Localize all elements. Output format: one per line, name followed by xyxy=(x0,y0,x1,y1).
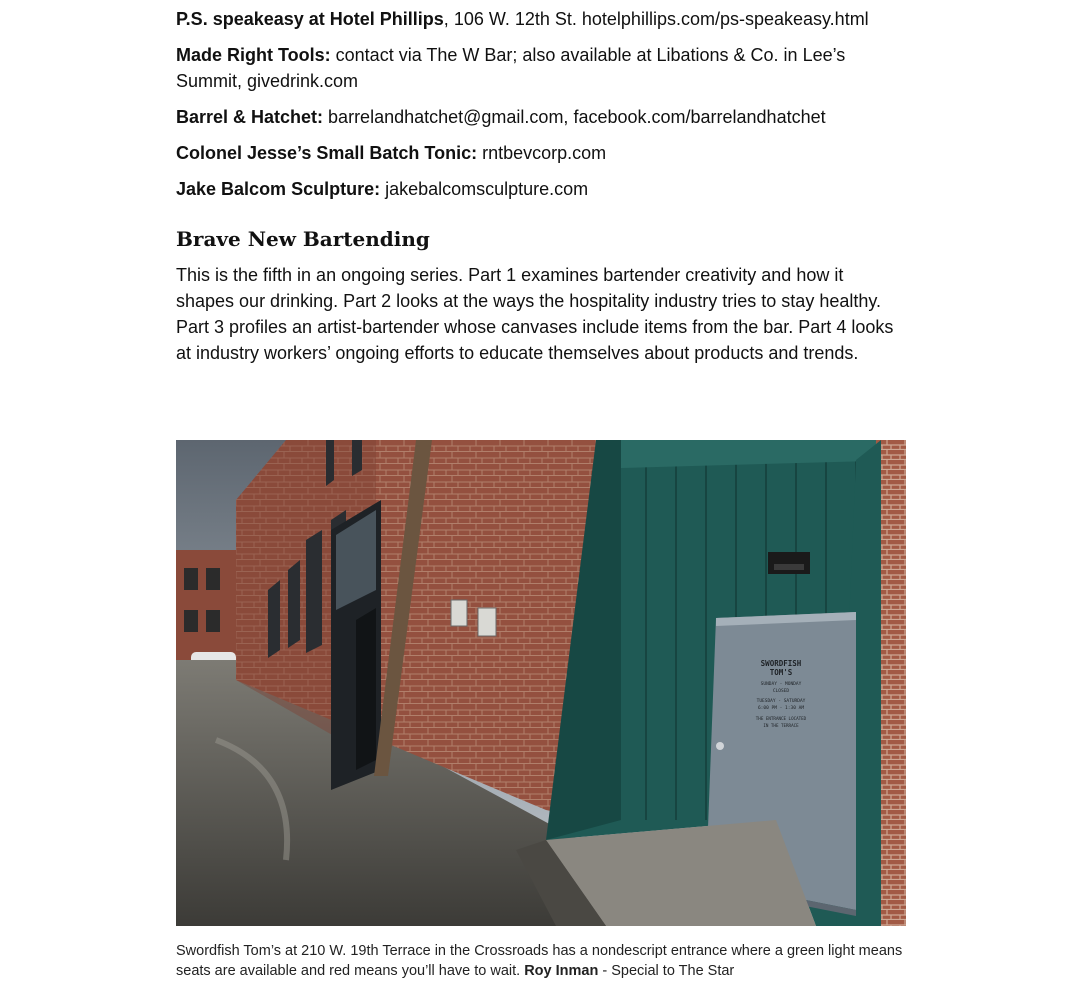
photo-credit: Roy Inman xyxy=(524,963,599,979)
listing-name: P.S. speakeasy at Hotel Phillips xyxy=(176,9,444,29)
listing-jake-balcom xyxy=(176,176,916,202)
listing-detail: rntbevcorp.com xyxy=(477,143,607,163)
photo-illustration xyxy=(176,440,906,926)
door-sign-line: CLOSED xyxy=(772,689,790,694)
listing-detail: barrelandhatchet@gmail.com, facebook.com/barrelandhatchet xyxy=(323,107,826,127)
article-content xyxy=(176,6,916,366)
listing-name: Jake Balcom Sculpture: xyxy=(176,179,381,199)
door-sign-line: SWORDFISH xyxy=(760,659,802,668)
door-sign-line: TUESDAY - SATURDAY xyxy=(756,699,806,704)
article-photo xyxy=(176,440,906,926)
listing-made-right-tools xyxy=(176,42,916,94)
listing-colonel-jesse xyxy=(176,140,916,166)
series-description: This is the fifth in an ongoing series. Part 1 examines bartender creativity and how it shapes our drinking. Part 2 looks at the ways the hospitality industry tries to stay healthy. Part 3 profiles an artist-bartender whose canvases include items from the bar. Part 4 looks at industry workers’ ongoing efforts to educate themselves about products and trends. xyxy=(176,265,894,363)
listing-detail: 106 W. 12th St. hotelphillips.com/ps-speakeasy.html xyxy=(448,9,869,29)
door-sign-line: 6:00 PM - 1:30 AM xyxy=(757,706,805,711)
listing-barrel-hatchet xyxy=(176,104,916,130)
listing-detail: contact via The W Bar; also available at Libations & Co. in Lee’s Summit, givedrink.com xyxy=(176,45,846,91)
listing-name: Barrel & Hatchet: xyxy=(176,107,324,127)
caption-text: Swordfish Tom’s at 210 W. 19th Terrace in the Crossroads has a nondescript entrance where a green light means seats are available and red means you’ll have to wait. xyxy=(176,943,903,979)
caption-suffix: - Special to The Star xyxy=(598,963,735,979)
door-sign-line: THE ENTRANCE LOCATED xyxy=(755,716,807,721)
door-sign-line: IN THE TERRACE xyxy=(763,723,799,728)
listing-ps-speakeasy xyxy=(176,6,916,32)
door-sign-line: TOM'S xyxy=(769,668,793,677)
listing-name: Made Right Tools: xyxy=(176,45,331,65)
listing-detail: jakebalcomsculpture.com xyxy=(380,179,589,199)
listing-name: Colonel Jesse’s Small Batch Tonic: xyxy=(176,143,478,163)
listing-separator: , xyxy=(443,9,449,29)
photo-caption xyxy=(176,941,906,981)
section-title: Brave New Bartending xyxy=(176,227,430,251)
door-sign-line: SUNDAY - MONDAY xyxy=(760,682,802,687)
